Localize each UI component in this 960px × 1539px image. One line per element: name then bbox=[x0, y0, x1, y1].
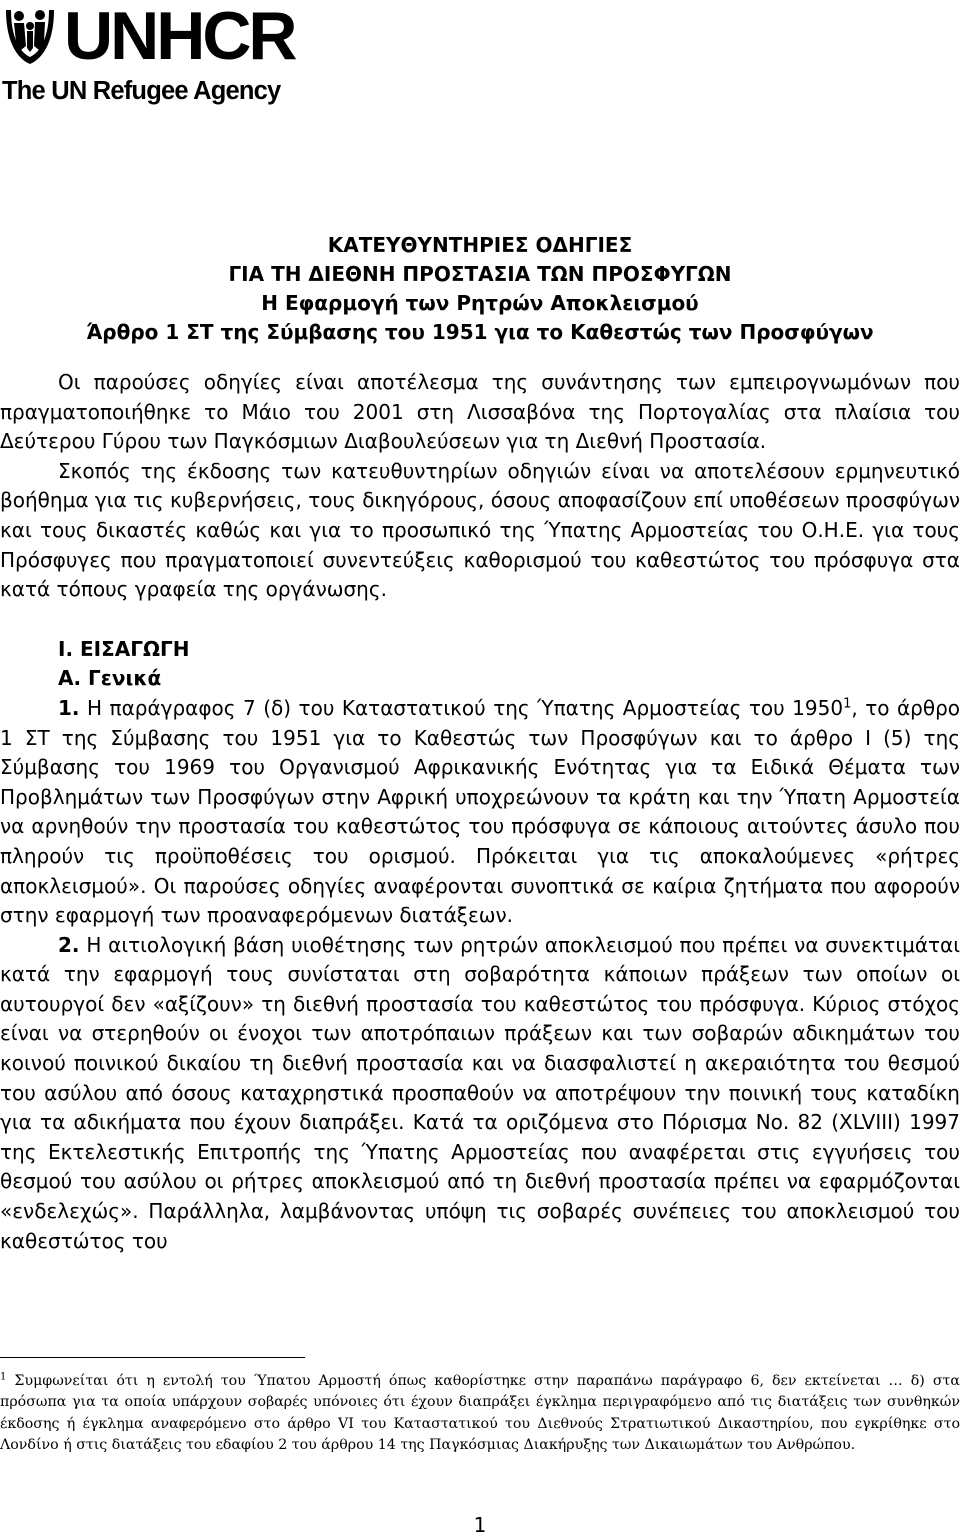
page-number: 1 bbox=[473, 1513, 487, 1537]
paragraph-2-number: 2. bbox=[58, 932, 80, 957]
document-body bbox=[0, 368, 960, 1256]
refugee-family-emblem-icon bbox=[2, 2, 58, 68]
title-line-3: Η Εφαρμογή των Ρητρών Αποκλεισμού bbox=[261, 291, 699, 315]
section-subheading: Α. Γενικά bbox=[58, 666, 162, 691]
paragraph-1-text-a: Η παράγραφος 7 (δ) του Καταστατικού της Ύπατης Αρμοστείας του 1950 bbox=[87, 695, 844, 720]
footnote-reference[interactable]: 1 bbox=[843, 696, 852, 712]
title-line-1: ΚΑΤΕΥΘΥΝΤΗΡΙΕΣ ΟΔΗΓΙΕΣ bbox=[327, 233, 633, 257]
footnote bbox=[0, 1371, 960, 1456]
intro-paragraph-2: Σκοπός της έκδοσης των κατευθυντηρίων οδηγιών είναι να αποτελέσουν ερμηνευτικό βοήθημα για τις κυβερνήσεις, τους δικηγόρους, όσους αποφασίζουν επί υποθέσεων προσφύγων και τους δικαστές καθώς και για το προσωπικό της Ύπατης Αρμοστείας του Ο.Η.Ε. για τους Πρόσφυγες που πραγματοποιεί συνεντεύξεις καθορισμού του καθεστώτος του πρόσφυγα στα κατά τόπους γραφεία της οργάνωσης. bbox=[0, 458, 960, 602]
footnote-text: Συμφωνείται ότι η εντολή του Ύπατου Αρμοστή όπως καθορίστηκε στην παραπάνω παράγραφο 6, δεν εκτείνεται … δ) στα πρόσωπα για τα οποία υπάρχουν σοβαρές υπόνοιες ότι έχουν διαπράξει έγκλημα περιγραφόμενο από τις διατάξεις των συνθηκών έκδοσης ή έγκλημα αναφερόμενο στο άρθρο VI του Καταστατικού του Διεθνούς Στρατιωτικού Δικαστηρίου, που εγκρίθηκε στο Λονδίνο ή στις διατάξεις του εδαφίου 2 του άρθρου 14 της Παγκόσμιας Διακήρυξης των Δικαιωμάτων του Ανθρώπου. bbox=[0, 1373, 960, 1453]
document-title bbox=[0, 231, 960, 347]
paragraph-1-text-b: , το άρθρο 1 ΣΤ της Σύμβασης του 1951 για το Καθεστώς των Προσφύγων και το άρθρο Ι (5) της Σύμβασης του 1969 του Οργανισμού Αφρικανικής Ενότητας για τα Ειδικά Θέματα των Προβλημάτων των Προσφύγων στην Αφρική υποχρεώνουν τα κράτη και την Ύπατη Αρμοστεία να αρνηθούν την προστασία του καθεστώτος του πρόσφυγα σε κάποιους αιτούντες άσυλο που πληρούν τις προϋποθέσεις του ορισμού. Πρόκειται για τις αποκαλούμενες «ρήτρες αποκλεισμού». Οι παρούσες οδηγίες αναφέρονται συνοπτικά σε καίρια ζητήματα που αφορούν στην εφαρμογή των προαναφερόμενων διατάξεων. bbox=[0, 695, 960, 928]
title-line-4: Άρθρο 1 ΣΤ της Σύμβασης του 1951 για το Καθεστώς των Προσφύγων bbox=[86, 320, 874, 344]
title-line-2: ΓΙΑ ΤΗ ΔΙΕΘΝΗ ΠΡΟΣΤΑΣΙΑ ΤΩΝ ΠΡΟΣΦΥΓΩΝ bbox=[228, 262, 732, 286]
footnote-separator bbox=[0, 1357, 305, 1358]
paragraph-2 bbox=[0, 931, 960, 1257]
paragraph-1-number: 1. bbox=[58, 695, 80, 720]
unhcr-logo bbox=[2, 0, 295, 110]
logo-tagline: The UN Refugee Agency bbox=[2, 77, 281, 105]
section-heading: Ι. ΕΙΣΑΓΩΓΗ bbox=[58, 636, 190, 661]
logo-wordmark: UNHCR bbox=[64, 0, 295, 74]
paragraph-2-text: Η αιτιολογική βάση υιοθέτησης των ρητρών αποκλεισμού που πρέπει να συνεκτιμάται κατά την εφαρμογή τους συνίσταται στη σοβαρότητα κάποιων πράξεων των οποίων οι αυτουργοί δεν «αξίζουν» τη διεθνή προστασία του καθεστώτος του πρόσφυγα. Κύριος στόχος είναι να στερηθούν οι ένοχοι των αποτρόπαιων πράξεων και των σοβαρών αδικημάτων του κοινού ποινικού δικαίου τη διεθνή προστασία και να διασφαλιστεί η ακεραιότητα του θεσμού του ασύλου από όσους καταχρηστικά προσπαθούν να αποτρέψουν την ποινική τους καταδίκη για τα αδικήματα που έχουν διαπράξει. Κατά τα οριζόμενα στο Πόρισμα Νο. 82 (XLVIII) 1997 της Εκτελεστικής Επιτροπής της Ύπατης Αρμοστείας που αναφέρεται στις εγγυήσεις του θεσμού του ασύλου οι ρήτρες αποκλεισμού από τη διεθνή προστασία πρέπει να εφαρμόζονται «ενδελεχώς». Παράλληλα, λαμβάνοντας υπόψη τις σοβαρές συνέπειες του αποκλεισμού του καθεστώτος του bbox=[0, 932, 960, 1253]
logo-top-row bbox=[2, 0, 295, 74]
paragraph-1 bbox=[0, 694, 960, 931]
footnote-marker: 1 bbox=[0, 1371, 7, 1383]
spacer bbox=[0, 605, 960, 635]
intro-paragraph-1: Οι παρούσες οδηγίες είναι αποτέλεσμα της συνάντησης των εμπειρογνωμόνων που πραγματοποιήθηκε το Μάιο του 2001 στη Λισσαβόνα της Πορτογαλίας στα πλαίσια του Δεύτερου Γύρου των Παγκόσμιων Διαβουλεύσεων για τη Διεθνή Προστασία. bbox=[0, 370, 960, 454]
